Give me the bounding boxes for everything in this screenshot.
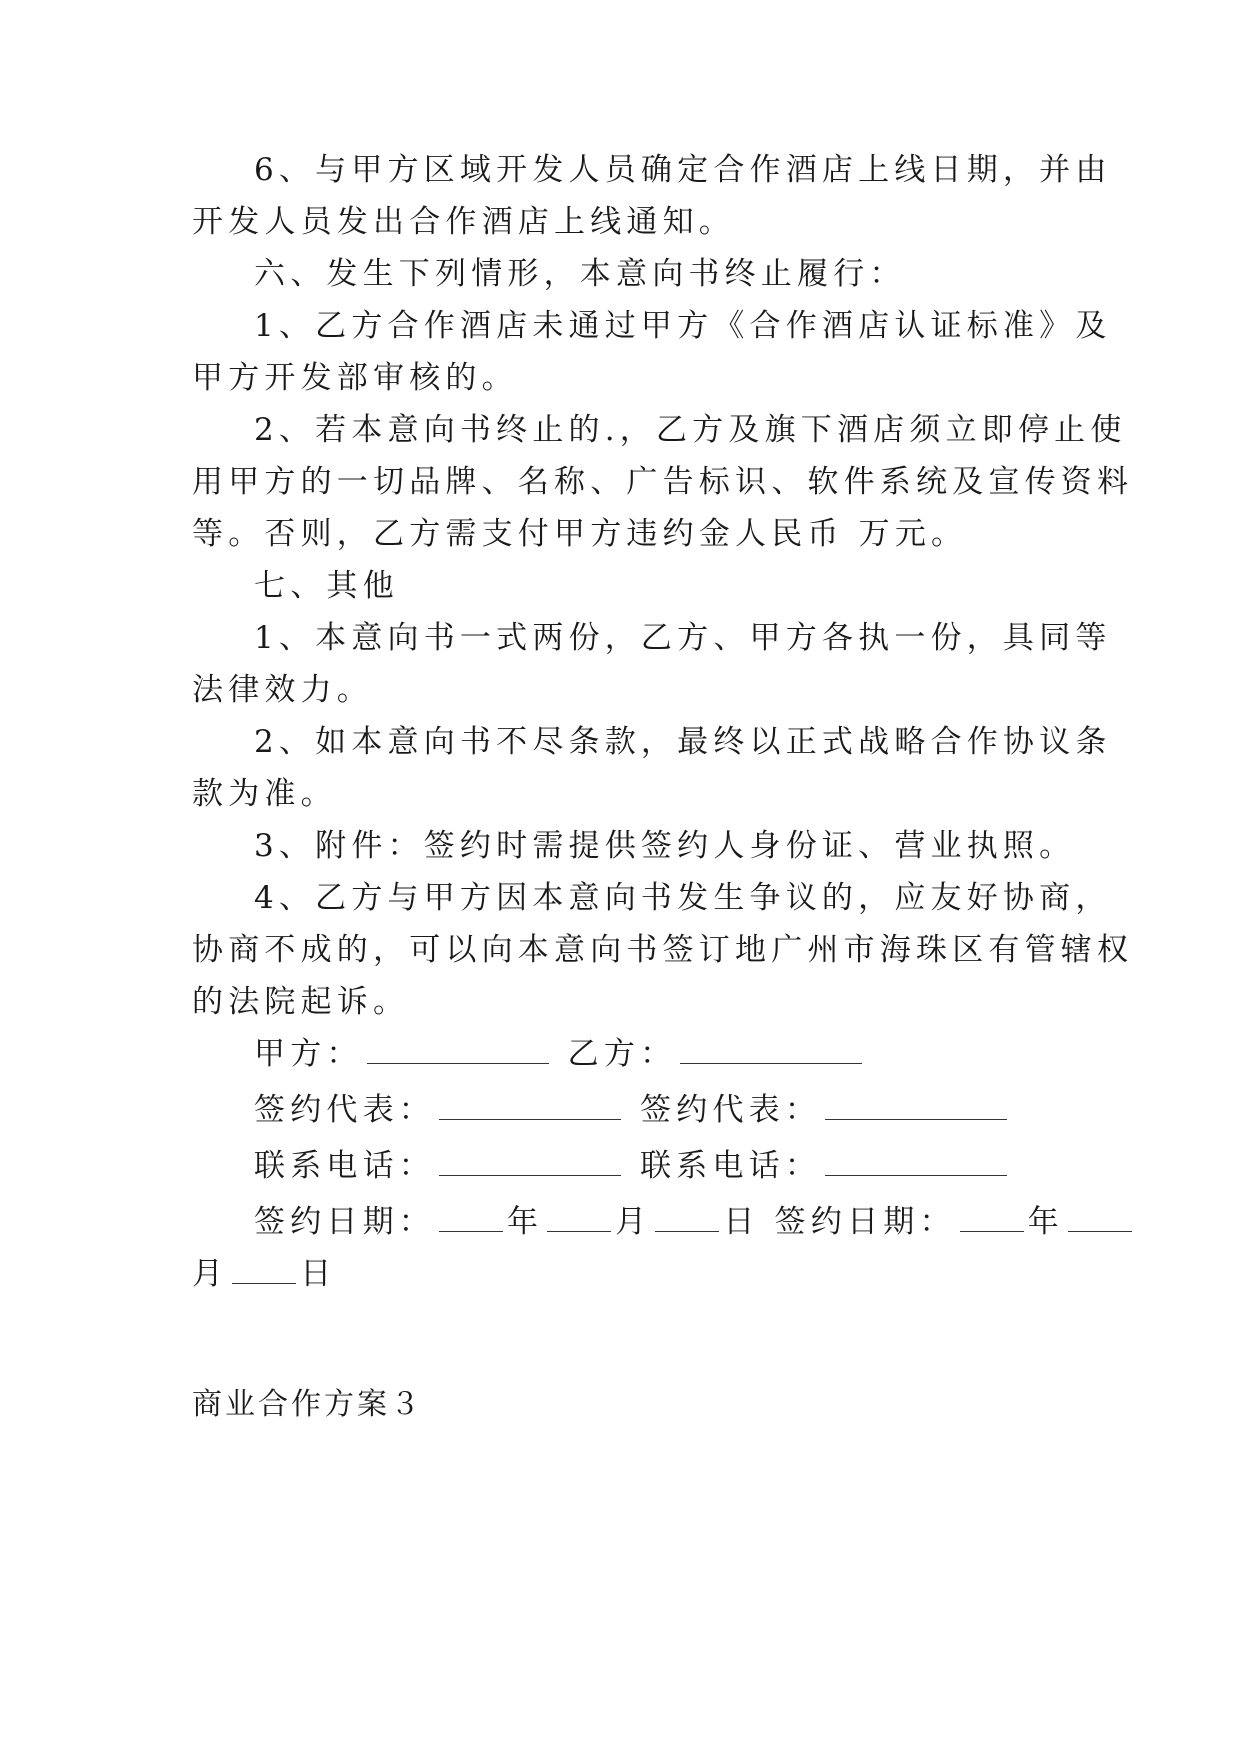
party-b-blank: [680, 1035, 862, 1064]
paragraph-line: 2、如本意向书不尽条款，最终以正式战略合作协议条: [254, 724, 1112, 760]
paragraph-line: 甲方开发部审核的。: [192, 360, 518, 396]
section-heading: 七、其他: [254, 568, 399, 604]
paragraph-line: 法律效力。: [192, 672, 373, 708]
paragraph-line: 的法院起诉。: [192, 984, 410, 1020]
paragraph-line: 开发人员发出合作酒店上线通知。: [192, 204, 735, 240]
paragraph-line: 6、与甲方区域开发人员确定合作酒店上线日期，并由: [254, 152, 1112, 188]
party-a-blank: [367, 1035, 549, 1064]
year-label: 年: [1027, 1204, 1064, 1240]
paragraph-line: 协商不成的，可以向本意向书签订地广州市海珠区有管辖权: [192, 932, 1134, 968]
rep-a-blank: [439, 1091, 621, 1120]
phone-b-label: 联系电话：: [640, 1148, 822, 1184]
signature-row-parties: [254, 1034, 1124, 1074]
paragraph-line: 用甲方的一切品牌、名称、广告标识、软件系统及宣传资料: [192, 464, 1134, 500]
signature-row-representatives: [254, 1090, 1124, 1130]
date-b-month-blank-start: [1068, 1203, 1132, 1232]
next-section-heading: 商业合作方案３: [192, 1387, 423, 1422]
paragraph-line: 1、乙方合作酒店未通过甲方《合作酒店认证标准》及: [254, 308, 1112, 344]
date-a-label: 签约日期：: [254, 1204, 435, 1240]
date-a-month-blank: [547, 1203, 611, 1232]
paragraph-line: 款为准。: [192, 776, 337, 812]
signature-row-phones: [254, 1146, 1124, 1186]
signature-row-dates: [254, 1202, 1124, 1242]
paragraph-line: 等。否则，乙方需支付甲方违约金人民币 万元。: [192, 516, 968, 552]
year-label: 年: [507, 1204, 544, 1240]
date-a-year-blank: [439, 1203, 503, 1232]
phone-a-blank: [439, 1147, 621, 1176]
date-b-year-blank: [960, 1203, 1024, 1232]
day-label: 日: [300, 1256, 337, 1292]
month-label: 月: [192, 1256, 229, 1292]
date-b-day-blank: [232, 1255, 296, 1284]
paragraph-line: 3、附件：签约时需提供签约人身份证、营业执照。: [254, 828, 1076, 864]
rep-b-label: 签约代表：: [640, 1092, 822, 1128]
signature-row-dates-continued: [192, 1254, 1062, 1294]
rep-b-blank: [825, 1091, 1007, 1120]
rep-a-label: 签约代表：: [254, 1092, 435, 1128]
phone-a-label: 联系电话：: [254, 1148, 435, 1184]
date-b-label: 签约日期：: [774, 1204, 956, 1240]
section-heading: 六、发生下列情形，本意向书终止履行：: [254, 256, 906, 292]
date-a-day-blank: [655, 1203, 719, 1232]
party-b-label: 乙方：: [567, 1036, 677, 1072]
paragraph-line: 2、若本意向书终止的.，乙方及旗下酒店须立即停止使: [254, 412, 1127, 448]
month-label: 月: [615, 1204, 652, 1240]
day-label: 日: [723, 1204, 760, 1240]
phone-b-blank: [825, 1147, 1007, 1176]
paragraph-line: 4、乙方与甲方因本意向书发生争议的，应友好协商，: [254, 880, 1112, 916]
paragraph-line: 1、本意向书一式两份，乙方、甲方各执一份，具同等: [254, 620, 1112, 656]
party-a-label: 甲方：: [254, 1036, 363, 1072]
